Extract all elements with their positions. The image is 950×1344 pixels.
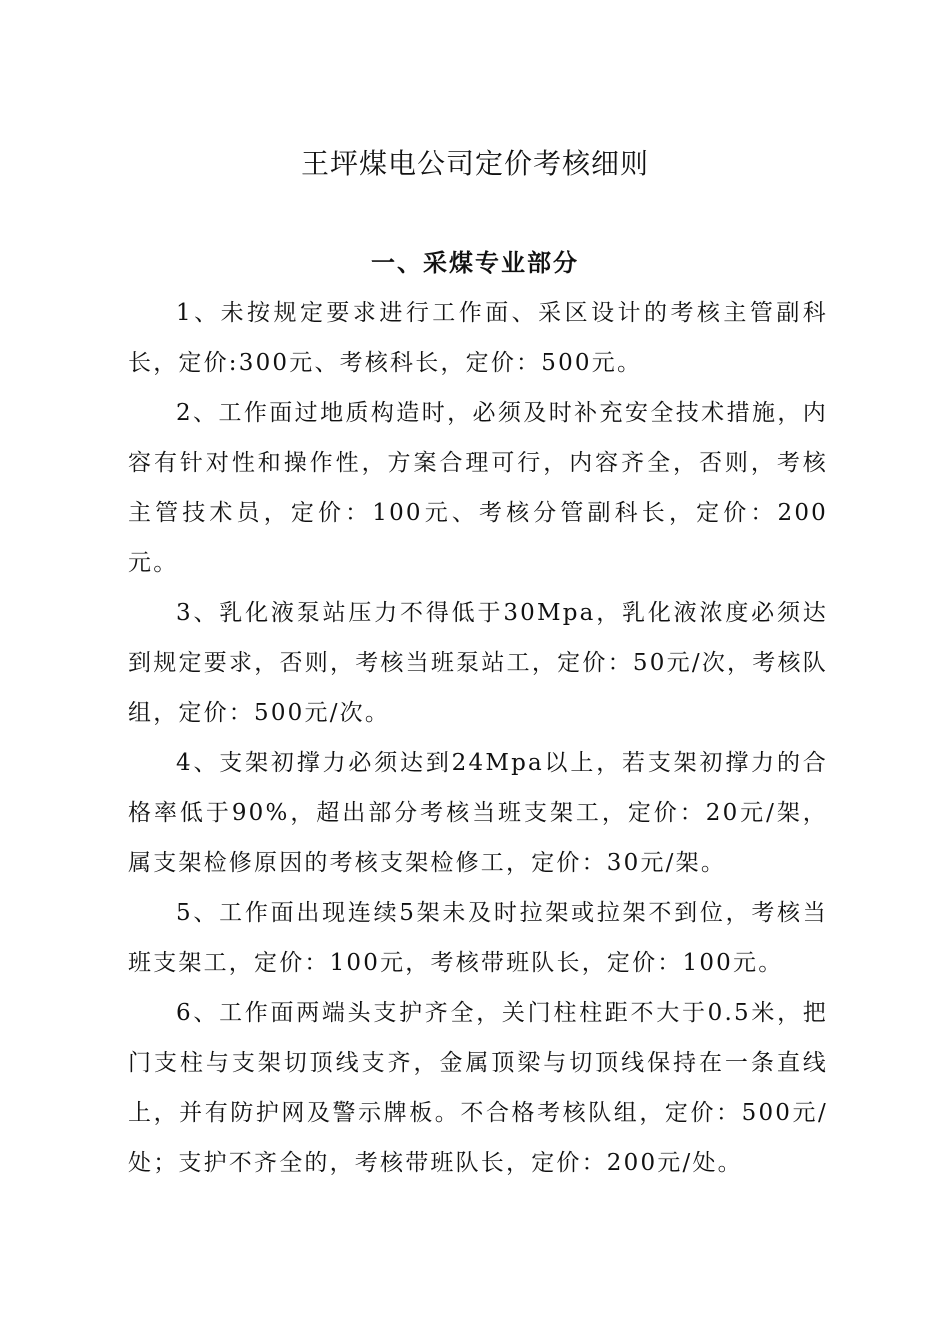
paragraph-1: 1、未按规定要求进行工作面、采区设计的考核主管副科长，定价:300元、考核科长，定价：500元。 — [128, 300, 828, 376]
paragraph-2: 2、工作面过地质构造时，必须及时补充安全技术措施，内容有针对性和操作性，方案合理可行，内容齐全，否则，考核主管技术员，定价：100元、考核分管副科长，定价：200元。 — [128, 400, 828, 576]
document-title: 王坪煤电公司定价考核细则 — [300, 147, 649, 180]
document-body — [128, 288, 828, 1188]
paragraph-6: 6、工作面两端头支护齐全，关门柱柱距不大于0.5米，把门支柱与支架切顶线支齐，金属顶梁与切顶线保持在一条直线上，并有防护网及警示牌板。不合格考核队组，定价：500元/处；支护不齐全的，考核带班队长，定价：200元/处。 — [128, 1000, 828, 1176]
section-heading: 一、采煤专业部分 — [371, 249, 579, 277]
paragraph-5: 5、工作面出现连续5架未及时拉架或拉架不到位，考核当班支架工，定价：100元，考核带班队长，定价：100元。 — [128, 900, 828, 976]
paragraph-4: 4、支架初撑力必须达到24Mpa以上，若支架初撑力的合格率低于90%，超出部分考核当班支架工，定价：20元/架，属支架检修原因的考核支架检修工，定价：30元/架。 — [128, 750, 828, 876]
paragraph-3: 3、乳化液泵站压力不得低于30Mpa，乳化液浓度必须达到规定要求，否则，考核当班泵站工，定价：50元/次，考核队组，定价：500元/次。 — [128, 600, 828, 726]
